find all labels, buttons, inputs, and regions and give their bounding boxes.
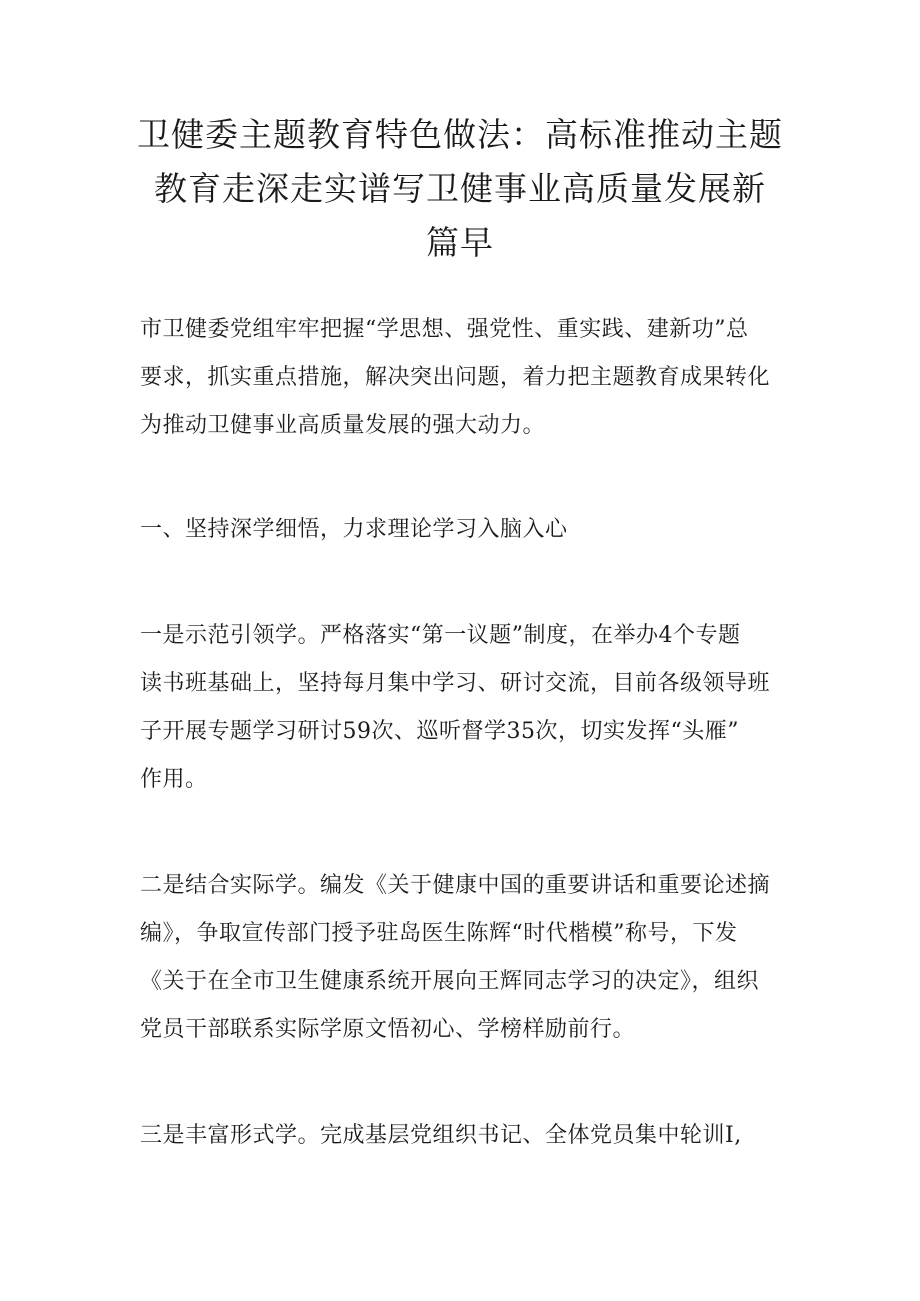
text-line: 《关于在全市卫生健康系统开展向王辉同志学习的决定》，组织 <box>140 969 760 994</box>
paragraph-2 <box>140 862 790 1054</box>
text-line: 读书班基础上，坚持每月集中学习、研讨交流，目前各级领导班 <box>140 671 771 696</box>
title-line: 卫健委主题教育特色做法：高标准推动主题 <box>137 115 783 154</box>
document-title <box>130 108 790 270</box>
text-line: 要求，抓实重点措施，解决突出问题，着力把主题教育成果转化 <box>140 365 771 390</box>
paragraph-3 <box>140 1112 790 1160</box>
text-line: 子开展专题学习研讨59次、巡听督学35次，切实发挥“头雁” <box>140 719 739 744</box>
text-line: 市卫健委党组牢牢把握“学思想、强党性、重实践、建新功”总 <box>140 317 749 342</box>
text-line: 一是示范引领学。严格落实“第一议题”制度，在举办4个专题 <box>140 623 741 648</box>
text-line: 编》，争取宣传部门授予驻岛医生陈辉“时代楷模”称号，下发 <box>140 921 738 946</box>
title-line: 教育走深走实谱写卫健事业高质量发展新 <box>154 169 766 208</box>
text-line: 二是结合实际学。编发《关于健康中国的重要讲话和重要论述摘 <box>140 873 771 898</box>
text-line: 三是丰富形式学。完成基层党组织书记、全体党员集中轮训I, <box>140 1123 742 1148</box>
text-line: 为推动卫健事业高质量发展的强大动力。 <box>140 413 546 438</box>
text-line: 作用。 <box>140 767 208 792</box>
title-line: 篇早 <box>426 223 494 262</box>
heading-text: 一、坚持深学细悟，力求理论学习入脑入心 <box>140 517 568 542</box>
intro-paragraph <box>140 306 790 450</box>
section-heading-1 <box>140 506 790 554</box>
text-line: 党员干部联系实际学原文悟初心、学榜样励前行。 <box>140 1017 636 1042</box>
paragraph-1 <box>140 612 790 804</box>
